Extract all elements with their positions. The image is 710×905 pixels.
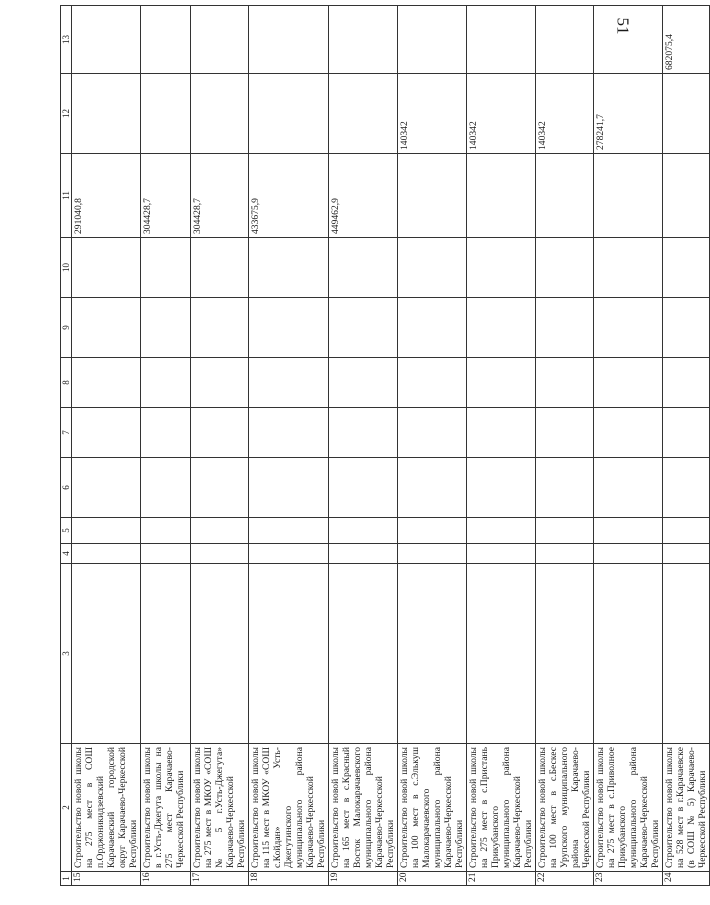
cell-col-11: [536, 154, 594, 238]
cell-col-13: [141, 6, 191, 74]
row-number: 17: [191, 872, 249, 886]
cell-col-11: 291040,8: [72, 154, 141, 238]
row-number: 20: [398, 872, 467, 886]
cell-col-7: [191, 408, 249, 458]
row-number: 21: [467, 872, 536, 886]
table-row: [467, 6, 536, 886]
cell-col-8: [398, 358, 467, 408]
cell-col-7: [467, 408, 536, 458]
table-row: [329, 6, 398, 886]
cell-col-13: [594, 6, 663, 74]
column-header-4: 4: [61, 544, 72, 564]
row-number: 18: [249, 872, 329, 886]
cell-col-8: [191, 358, 249, 408]
cell-col-3: [72, 564, 141, 744]
cell-col-10: [536, 238, 594, 298]
cell-col-12: [329, 74, 398, 154]
cell-col-11: [663, 154, 710, 238]
cell-col-11: 433675,9: [249, 154, 329, 238]
cell-col-5: [398, 518, 467, 544]
cell-col-12: [72, 74, 141, 154]
cell-col-9: [249, 298, 329, 358]
cell-col-7: [72, 408, 141, 458]
cell-col-6: [663, 458, 710, 518]
cell-col-3: [467, 564, 536, 744]
column-header-10: 10: [61, 238, 72, 298]
cell-col-12: 278241,7: [594, 74, 663, 154]
cell-col-3: [663, 564, 710, 744]
row-number: 24: [663, 872, 710, 886]
cell-col-13: [249, 6, 329, 74]
cell-col-9: [398, 298, 467, 358]
cell-col-10: [191, 238, 249, 298]
cell-col-4: [467, 544, 536, 564]
cell-col-13: [72, 6, 141, 74]
cell-col-5: [536, 518, 594, 544]
cell-col-7: [249, 408, 329, 458]
page-number: 51: [613, 17, 633, 35]
cell-col-7: [141, 408, 191, 458]
cell-col-3: [536, 564, 594, 744]
cell-col-4: [594, 544, 663, 564]
cell-col-6: [249, 458, 329, 518]
cell-col-3: [594, 564, 663, 744]
cell-col-5: [72, 518, 141, 544]
cell-col-3: [249, 564, 329, 744]
cell-col-5: [141, 518, 191, 544]
column-header-3: 3: [61, 564, 72, 744]
table-row: [249, 6, 329, 886]
object-description: Строительство новой школы на 275 мест в СОШ п.Орджоникидзевский Карачаевский городской округ Карачаево-Черкесской Республики: [72, 744, 141, 872]
cell-col-10: [249, 238, 329, 298]
cell-col-7: [536, 408, 594, 458]
table-row: [536, 6, 594, 886]
cell-col-12: 140342: [398, 74, 467, 154]
cell-col-10: [467, 238, 536, 298]
cell-col-11: [594, 154, 663, 238]
cell-col-6: [191, 458, 249, 518]
cell-col-13: [329, 6, 398, 74]
object-description: Строительство новой школы на 100 мест в с.Бескес Урупского муниципального района Карачаево-Черкесской Республики: [536, 744, 594, 872]
cell-col-9: [594, 298, 663, 358]
object-description: Строительство новой школы на 528 мест в г.Карачаевске (в СОШ № 5) Карачаево-Черкесской Республики: [663, 744, 710, 872]
row-number: 22: [536, 872, 594, 886]
cell-col-12: 140342: [467, 74, 536, 154]
object-description: Строительство новой школы на 100 мест в с.Элькуш Малокарачаевского муниципального района Карачаево-Черкесской Республики: [398, 744, 467, 872]
table-row: [191, 6, 249, 886]
cell-col-10: [398, 238, 467, 298]
cell-col-8: [72, 358, 141, 408]
cell-col-10: [329, 238, 398, 298]
cell-col-13: 682075,4: [663, 6, 710, 74]
column-header-8: 8: [61, 358, 72, 408]
cell-col-10: [594, 238, 663, 298]
cell-col-9: [536, 298, 594, 358]
cell-col-5: [191, 518, 249, 544]
column-header-12: 12: [61, 74, 72, 154]
cell-col-9: [663, 298, 710, 358]
cell-col-8: [467, 358, 536, 408]
cell-col-4: [663, 544, 710, 564]
object-description: Строительство новой школы на 275 мест в с.Пристань Прикубанского муниципального района Карачаево-Черкесской Республики: [467, 744, 536, 872]
cell-col-12: [249, 74, 329, 154]
cell-col-12: [663, 74, 710, 154]
cell-col-3: [329, 564, 398, 744]
object-description: Строительство новой школы на 165 мест в с.Красный Восток Малокарачаевского муниципального района Карачаево-Черкесской Республики: [329, 744, 398, 872]
investment-table: [60, 5, 710, 886]
cell-col-8: [249, 358, 329, 408]
cell-col-4: [191, 544, 249, 564]
cell-col-13: [191, 6, 249, 74]
column-header-5: 5: [61, 518, 72, 544]
column-header-11: 11: [61, 154, 72, 238]
cell-col-4: [398, 544, 467, 564]
cell-col-4: [329, 544, 398, 564]
object-description: Строительство новой школы на 275 мест в с.Приволное Прикубанского муниципального района Карачаево-Черкесской Республики: [594, 744, 663, 872]
column-header-9: 9: [61, 298, 72, 358]
cell-col-7: [594, 408, 663, 458]
cell-col-11: [398, 154, 467, 238]
cell-col-13: [398, 6, 467, 74]
column-header-2: 2: [61, 744, 72, 872]
table-row: [72, 6, 141, 886]
cell-col-11: 304428,7: [141, 154, 191, 238]
cell-col-12: [191, 74, 249, 154]
row-number: 16: [141, 872, 191, 886]
cell-col-9: [191, 298, 249, 358]
cell-col-5: [663, 518, 710, 544]
object-description: Строительство новой школы на 115 мест в МКОУ «СОШ с.Койдан» Усть-Джегутинского муниципального района Карачаево-Черкесской Республики: [249, 744, 329, 872]
cell-col-6: [594, 458, 663, 518]
column-header-13: 13: [61, 6, 72, 74]
cell-col-9: [141, 298, 191, 358]
cell-col-9: [72, 298, 141, 358]
cell-col-6: [329, 458, 398, 518]
table-row: [141, 6, 191, 886]
cell-col-11: 449462,9: [329, 154, 398, 238]
object-description: Строительство новой школы на 275 мест в МКОУ «СОШ № 5 г.Усть-Джегута» Карачаево-Черкесской Республики: [191, 744, 249, 872]
cell-col-11: 304428,7: [191, 154, 249, 238]
cell-col-7: [329, 408, 398, 458]
cell-col-6: [141, 458, 191, 518]
cell-col-5: [467, 518, 536, 544]
cell-col-13: [467, 6, 536, 74]
cell-col-7: [398, 408, 467, 458]
cell-col-6: [398, 458, 467, 518]
column-header-6: 6: [61, 458, 72, 518]
table-row: [594, 6, 663, 886]
cell-col-3: [398, 564, 467, 744]
row-number: 19: [329, 872, 398, 886]
cell-col-10: [663, 238, 710, 298]
cell-col-4: [72, 544, 141, 564]
cell-col-4: [249, 544, 329, 564]
cell-col-7: [663, 408, 710, 458]
cell-col-8: [536, 358, 594, 408]
cell-col-12: [141, 74, 191, 154]
cell-col-8: [663, 358, 710, 408]
cell-col-4: [141, 544, 191, 564]
column-header-7: 7: [61, 408, 72, 458]
cell-col-6: [536, 458, 594, 518]
row-number: 23: [594, 872, 663, 886]
cell-col-8: [329, 358, 398, 408]
cell-col-3: [191, 564, 249, 744]
table-row: [398, 6, 467, 886]
cell-col-13: [536, 6, 594, 74]
cell-col-8: [141, 358, 191, 408]
cell-col-11: [467, 154, 536, 238]
cell-col-10: [141, 238, 191, 298]
cell-col-3: [141, 564, 191, 744]
table-body: [61, 6, 710, 886]
cell-col-9: [329, 298, 398, 358]
cell-col-6: [72, 458, 141, 518]
cell-col-10: [72, 238, 141, 298]
object-description: Строительство новой школы в г.Усть-Джегута школы на 275 мест Карачаево-Черкесской Республики: [141, 744, 191, 872]
row-number: 15: [72, 872, 141, 886]
header-row: [61, 6, 72, 886]
table-row: [663, 6, 710, 886]
cell-col-12: 140342: [536, 74, 594, 154]
cell-col-9: [467, 298, 536, 358]
column-header-1: 1: [61, 872, 72, 886]
cell-col-4: [536, 544, 594, 564]
cell-col-8: [594, 358, 663, 408]
cell-col-6: [467, 458, 536, 518]
cell-col-5: [249, 518, 329, 544]
cell-col-5: [594, 518, 663, 544]
cell-col-5: [329, 518, 398, 544]
